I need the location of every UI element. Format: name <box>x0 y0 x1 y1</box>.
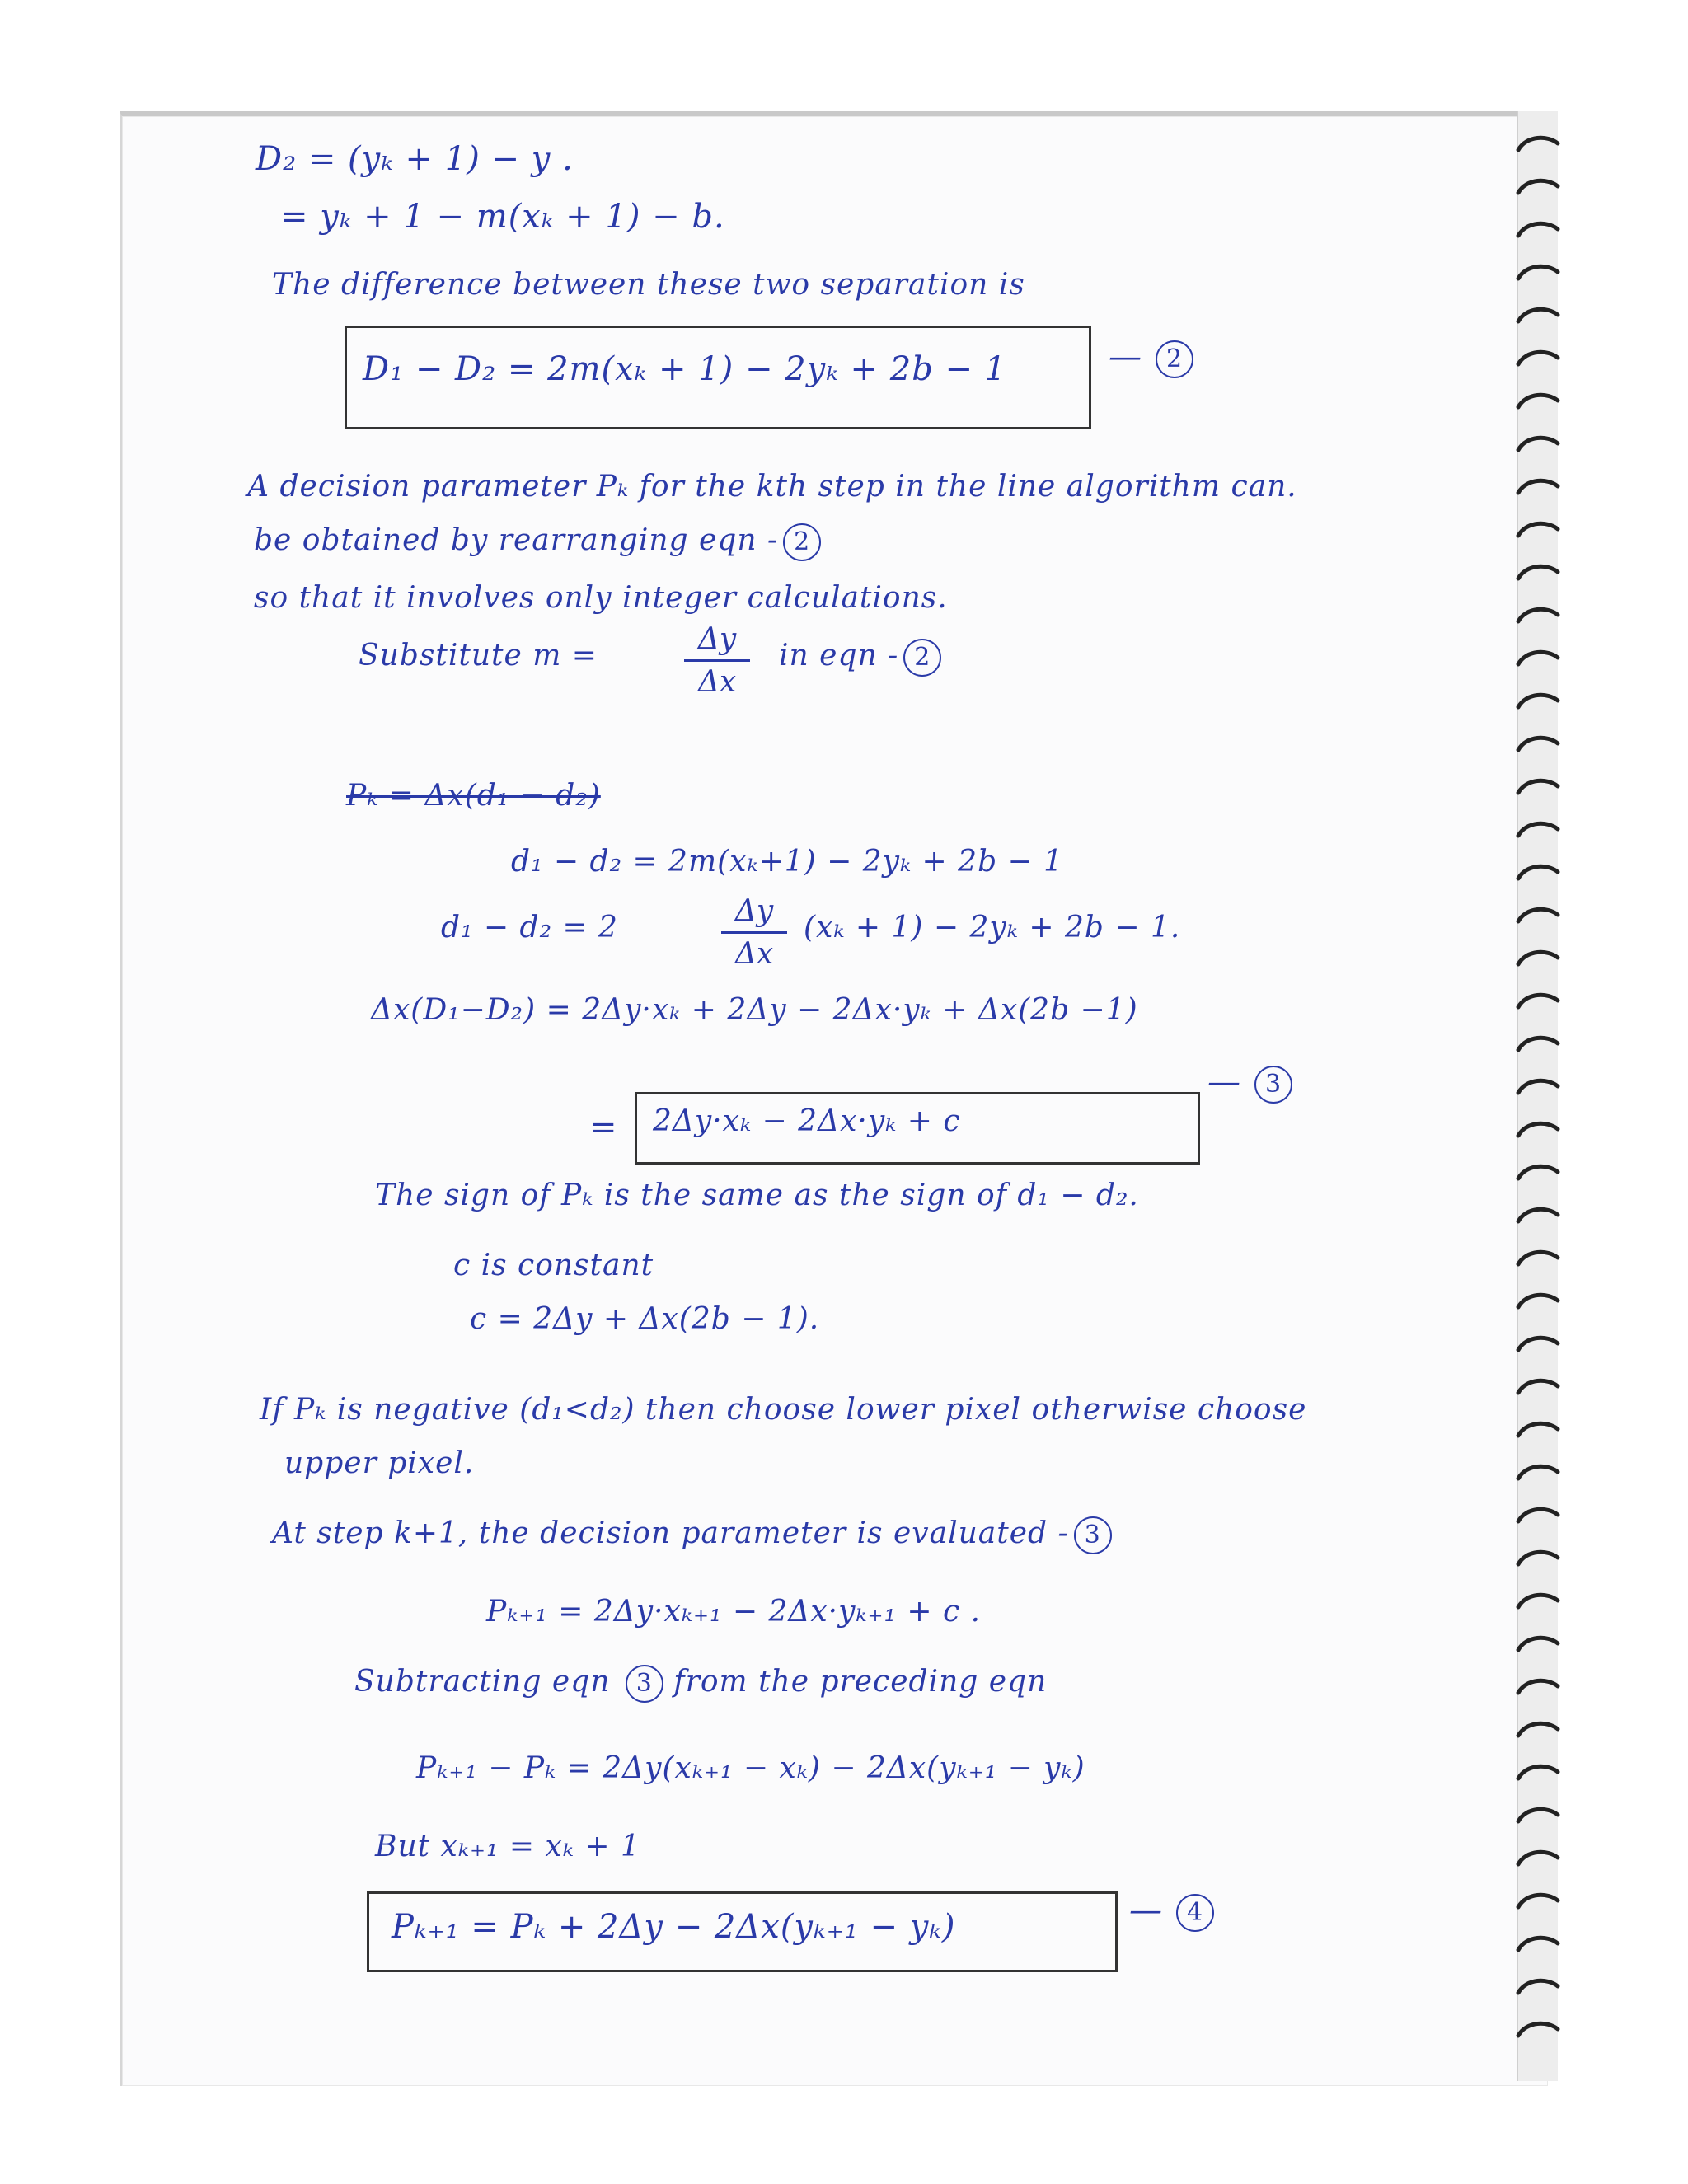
spiral-coil <box>1515 1075 1561 1099</box>
line-equals-3: = <box>589 1108 618 1146</box>
equation-3: 2Δy·xₖ − 2Δx·yₖ + c <box>653 1104 961 1138</box>
spiral-coil <box>1515 1203 1561 1228</box>
spiral-coil <box>1515 389 1561 414</box>
line-difference-intro: The difference between these two separation is <box>272 268 1025 302</box>
spiral-coil <box>1515 175 1561 199</box>
line-c-constant: c is constant <box>453 1249 654 1282</box>
line-d2-expanded: = yₖ + 1 − m(xₖ + 1) − b. <box>280 198 725 236</box>
spiral-coil <box>1515 689 1561 714</box>
spiral-coil <box>1515 1675 1561 1699</box>
spiral-coil <box>1515 1332 1561 1357</box>
line-rearranging: be obtained by rearranging eqn - 2 <box>254 523 821 561</box>
line-decision-parameter: A decision parameter Pₖ for the kth step in the line algorithm can. <box>247 470 1297 504</box>
line-d1-d2-substituted: d₁ − d₂ = 2 <box>441 911 618 944</box>
spiral-coil <box>1515 560 1561 585</box>
line-substitute-eqn: in eqn - 2 <box>779 639 941 677</box>
spiral-coil <box>1515 1418 1561 1442</box>
line-pk-difference: Pₖ₊₁ − Pₖ = 2Δy(xₖ₊₁ − xₖ) − 2Δx(yₖ₊₁ − yₖ) <box>416 1751 1085 1785</box>
spiral-coil <box>1515 1632 1561 1657</box>
line-pk-plus-1: Pₖ₊₁ = 2Δy·xₖ₊₁ − 2Δx·yₖ₊₁ + c . <box>486 1595 982 1629</box>
line-upper-pixel: upper pixel. <box>284 1446 475 1480</box>
spiral-coil <box>1515 1460 1561 1485</box>
equation-4: Pₖ₊₁ = Pₖ + 2Δy − 2Δx(yₖ₊₁ − yₖ) <box>392 1908 956 1946</box>
equation-3-label: — 3 <box>1199 1063 1292 1104</box>
line-d2-definition: D₂ = (yₖ + 1) − y . <box>256 140 574 178</box>
spiral-coil <box>1515 1846 1561 1871</box>
line-subtracting: Subtracting eqn 3 from the preceding eqn <box>354 1665 1047 1703</box>
spiral-coil <box>1515 303 1561 328</box>
line-d1-d2: d₁ − d₂ = 2m(xₖ+1) − 2yₖ + 2b − 1 <box>511 845 1064 879</box>
spiral-coil <box>1515 1975 1561 1999</box>
spiral-coil <box>1515 860 1561 885</box>
spiral-coil <box>1515 1503 1561 1528</box>
spiral-coil <box>1515 2018 1561 2042</box>
spiral-coil <box>1515 1289 1561 1314</box>
line-sign-of-pk: The sign of Pₖ is the same as the sign of d₁ − d₂. <box>375 1179 1139 1212</box>
spiral-coil <box>1515 946 1561 971</box>
spiral-coil <box>1515 732 1561 757</box>
spiral-coil <box>1515 518 1561 542</box>
spiral-coil <box>1515 1760 1561 1785</box>
line-substitute: Substitute m = <box>359 639 598 673</box>
line-struck-pk: Pₖ = Δx(d₁ − d₂) <box>346 779 601 813</box>
line-integer-calculations: so that it involves only integer calculations. <box>254 581 948 615</box>
line-dx-times-difference: Δx(D₁−D₂) = 2Δy·xₖ + 2Δy − 2Δx·yₖ + Δx(2b −1) <box>371 993 1138 1027</box>
spiral-coil <box>1515 132 1561 157</box>
equation-2-label: — 2 <box>1100 338 1193 378</box>
spiral-coil <box>1515 1803 1561 1828</box>
line-step-k-plus-1: At step k+1, the decision parameter is evaluated - 3 <box>272 1516 1112 1554</box>
spiral-coil <box>1515 775 1561 799</box>
line-d1-d2-substituted-rest: (xₖ + 1) − 2yₖ + 2b − 1. <box>804 911 1181 944</box>
line-if-negative: If Pₖ is negative (d₁<d₂) then choose lower pixel otherwise choose <box>260 1393 1307 1427</box>
spiral-coil <box>1515 1118 1561 1142</box>
spiral-coil <box>1515 432 1561 457</box>
line-c-value: c = 2Δy + Δx(2b − 1). <box>470 1302 820 1336</box>
spiral-coil <box>1515 260 1561 285</box>
spiral-coil <box>1515 1889 1561 1914</box>
fraction-dy-dx: Δy Δx <box>684 622 750 699</box>
spiral-coil <box>1515 1589 1561 1614</box>
spiral-coil <box>1515 1932 1561 1957</box>
spiral-coil <box>1515 603 1561 628</box>
spiral-coil <box>1515 1246 1561 1271</box>
spiral-coil <box>1515 1160 1561 1185</box>
spiral-coil <box>1515 1718 1561 1742</box>
spiral-coil <box>1515 218 1561 242</box>
fraction-dy-dx-2: Δy Δx <box>721 894 787 971</box>
spiral-coil <box>1515 818 1561 842</box>
spiral-coil <box>1515 989 1561 1014</box>
spiral-coil <box>1515 903 1561 928</box>
line-but-xk1: But xₖ₊₁ = xₖ + 1 <box>375 1830 640 1863</box>
spiral-coil <box>1515 475 1561 499</box>
spiral-coil <box>1515 346 1561 371</box>
spiral-coil <box>1515 1032 1561 1057</box>
spiral-coil <box>1515 1375 1561 1399</box>
equation-4-label: — 4 <box>1121 1891 1214 1932</box>
spiral-coil <box>1515 646 1561 671</box>
equation-2: D₁ − D₂ = 2m(xₖ + 1) − 2yₖ + 2b − 1 <box>363 350 1007 388</box>
spiral-coil <box>1515 1546 1561 1571</box>
